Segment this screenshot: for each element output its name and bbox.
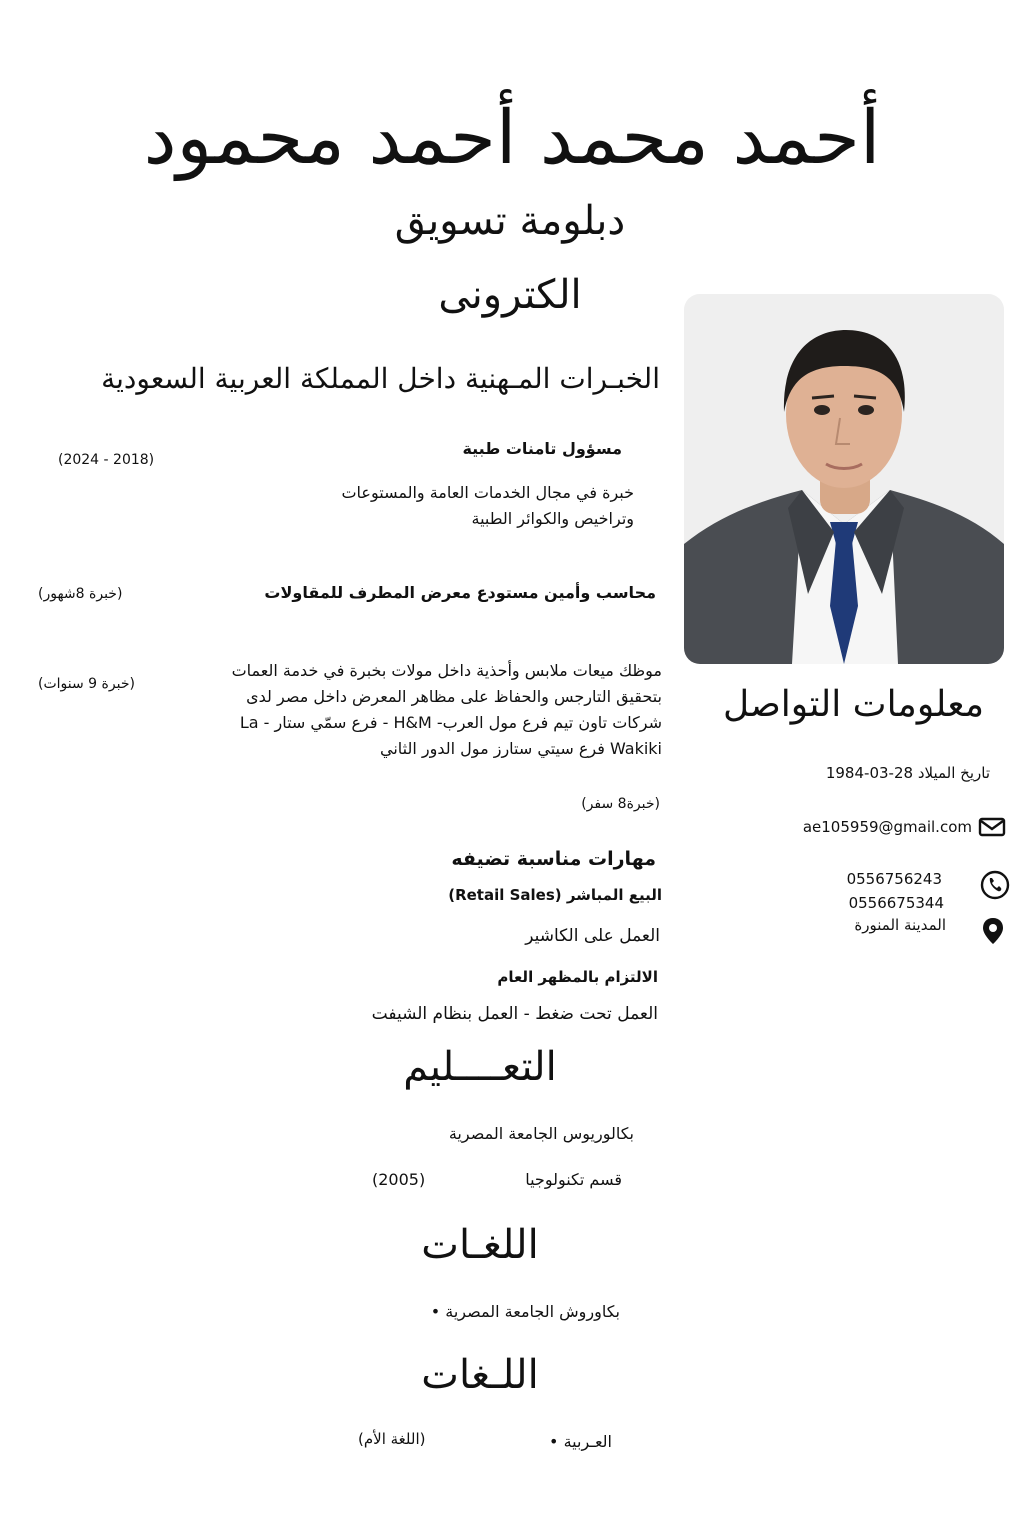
skill-item: العمل تحت ضغط - العمل بنظام الشيفت [371, 1004, 658, 1024]
languages-heading-2: اللـغات [421, 1352, 539, 1398]
job-1-description: خبرة في مجال الخدمات العامة والمستوعات وتراخيص والكوائر الطبية [341, 483, 634, 528]
location-pin-icon [980, 916, 1006, 950]
language-level: (اللغة الأم) [358, 1430, 426, 1448]
mail-icon [978, 816, 1006, 842]
languages-item-2: العـربية • [460, 1432, 612, 1451]
experience-heading: الخبـرات المـهنية داخل المملكة العربية السعودية [101, 362, 660, 395]
job-2-note: (خبرة8 سفر) [581, 796, 660, 812]
job-1-title: مسؤول تامنات طبية [462, 439, 622, 458]
job-3-date: (خبرة 9 سنوات) [38, 676, 135, 692]
birth-date: تاريخ الميلاد 28-03-1984 [825, 764, 990, 782]
education-degree: بكالوريوس الجامعة المصرية [448, 1124, 634, 1143]
skill-item: الالتزام بالمظهر العام [497, 968, 658, 986]
job-title-line-2: الكترونى [438, 272, 582, 318]
languages-heading-1: اللغـات [421, 1222, 539, 1268]
phone-number[interactable]: 0556675344 [848, 894, 944, 912]
education-year: (2005) [372, 1170, 426, 1189]
city: المدينة المنورة [854, 916, 946, 934]
contact-heading: معلومات التواصل [722, 684, 984, 725]
job-2-date: (خبرة 8شهور) [38, 586, 123, 602]
education-department: قسم تكنولوجيا [525, 1170, 622, 1189]
phone-number[interactable]: 0556756243 [846, 870, 942, 888]
email-link[interactable]: ae105959@gmail.com [802, 818, 972, 836]
candidate-name: أحمد محمد أحمد محمود [143, 95, 881, 181]
job-title-line-1: دبلومة تسويق [394, 198, 626, 244]
job-2-description: موظك ميعات ملابس وأحذية داخل مولات بخبرة في خدمة العمات بتحقيق التارجس والحفاظ على مظاهر المعرض داخل مصر لدى شركات تاون تيم فرع مول العرب- H&M - فرع سمّي ستار - La Wakiki فرع سيتي ستارز مول الدور الثاني [231, 661, 662, 758]
job-2-title: محاسب وأمين مستودع معرض المطرف للمقاولات [264, 583, 656, 602]
phone-icon [980, 870, 1010, 904]
job-1-date: (2024 - 2018) [58, 452, 155, 468]
education-heading: التعــــليم [403, 1044, 557, 1090]
skills-heading: مهارات مناسبة تضيفه [451, 848, 656, 870]
profile-photo [684, 294, 1004, 664]
skill-item: العمل على الكاشير [525, 926, 660, 946]
languages-item-1: بكاوروش الجامعة المصرية • [300, 1302, 620, 1321]
skill-item: البيع المباشر (Retail Sales) [448, 886, 662, 904]
